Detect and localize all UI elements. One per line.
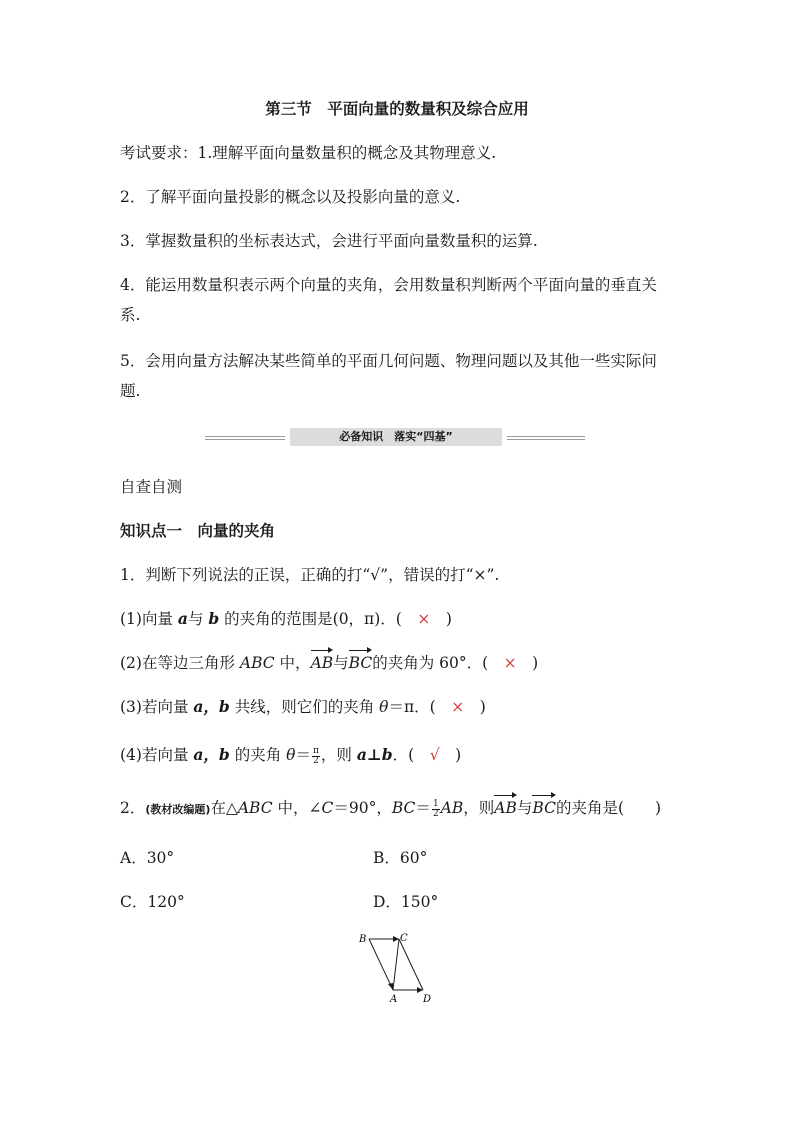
segment-ca: [393, 939, 399, 990]
arrowhead-a: [388, 983, 393, 990]
segment-cd: [399, 939, 423, 990]
vector-bc: BC: [532, 799, 556, 817]
angle-c: C: [321, 799, 334, 817]
question-1-item-2: [120, 653, 538, 673]
text: ): [464, 698, 486, 716]
question-2-stem: [120, 798, 661, 820]
text: ．(: [392, 746, 430, 764]
text: ＝: [295, 746, 311, 764]
banner-label: 必备知识 落实“四基”: [290, 428, 502, 446]
requirement-1: 考试要求：1.理解平面向量数量积的概念及其物理意义.: [120, 144, 497, 162]
option-b: B．60°: [373, 849, 428, 867]
text: 中，: [274, 654, 311, 672]
triangle-name: ABC: [239, 654, 275, 672]
denominator: 2: [432, 808, 439, 819]
section-banner: [205, 428, 585, 446]
question-number: 2．: [120, 799, 146, 817]
question-1-item-1: [120, 609, 452, 629]
text: 共线，则它们的夹角: [229, 698, 380, 716]
requirement-3: 3．掌握数量积的坐标表达式，会进行平面向量数量积的运算.: [120, 232, 538, 250]
vectors-ab: a，b: [193, 745, 230, 764]
side-bc: BC: [391, 799, 416, 817]
answer-mark: ×: [451, 698, 465, 716]
perpendicular-expression: a⊥b: [356, 745, 393, 764]
text: 在△: [210, 799, 238, 817]
label-d: D: [423, 994, 432, 1005]
text: 的夹角是( ): [555, 799, 662, 817]
theta: θ: [379, 698, 389, 716]
answer-mark: ×: [503, 654, 517, 672]
text: 中，∠: [272, 799, 322, 817]
answer-mark: ×: [417, 610, 431, 628]
vector-bc: BC: [348, 654, 373, 672]
fraction-pi-over-2: [312, 747, 320, 766]
text: ，则: [463, 799, 495, 817]
knowledge-point-heading: 知识点一 向量的夹角: [120, 522, 276, 540]
label-a: A: [390, 994, 398, 1005]
question-tag: (教材改编题): [145, 803, 211, 816]
text: ，则: [320, 746, 357, 764]
segment-ba: [369, 939, 393, 990]
text: 的夹角: [229, 746, 287, 764]
requirement-4-cont: 系.: [120, 306, 141, 324]
section-heading: 自查自测: [120, 478, 183, 496]
option-d: D．150°: [373, 893, 439, 911]
triangle-name: ABC: [237, 799, 273, 817]
text: (4)若向量: [120, 746, 194, 764]
text: (1)向量: [120, 610, 178, 628]
question-1-item-4: [120, 745, 461, 766]
banner-right-rule-2: [507, 439, 585, 440]
text: ): [430, 610, 452, 628]
arrowhead-c: [393, 936, 399, 942]
text: ＝π．(: [388, 698, 452, 716]
text: ＝90°，: [333, 799, 392, 817]
text: ＝: [415, 799, 431, 817]
vectors-ab: a，b: [193, 697, 230, 716]
vector-ab: AB: [494, 799, 517, 817]
requirement-5-cont: 题.: [120, 382, 141, 400]
text: 与: [333, 654, 349, 672]
option-a: A．30°: [120, 849, 175, 867]
side-ab: AB: [440, 799, 464, 817]
text: ): [516, 654, 539, 672]
question-1-stem: 1．判断下列说法的正误，正确的打“√”，错误的打“×”.: [120, 566, 500, 584]
text: 的夹角为 60°．(: [372, 654, 504, 672]
vector-b: b: [208, 609, 220, 628]
label-b: B: [359, 934, 367, 945]
denominator: 2: [313, 755, 319, 766]
page-title: 第三节 平面向量的数量积及综合应用: [265, 100, 529, 118]
text: ): [439, 746, 462, 764]
numerator: π: [313, 745, 319, 756]
label-c: C: [400, 933, 408, 944]
banner-left-rule: [205, 436, 285, 437]
text: 与: [516, 799, 533, 817]
text: 与: [187, 610, 209, 628]
vector-a: a: [177, 609, 188, 628]
banner-right-rule: [507, 436, 585, 437]
requirement-2: 2．了解平面向量投影的概念以及投影向量的意义.: [120, 188, 461, 206]
answer-mark: √: [429, 746, 440, 764]
text: (2)在等边三角形: [120, 654, 240, 672]
theta: θ: [286, 746, 296, 764]
requirement-5: 5．会用向量方法解决某些简单的平面几何问题、物理问题以及其他一些实际问: [120, 352, 657, 370]
requirement-4: 4．能运用数量积表示两个向量的夹角，会用数量积判断两个平面向量的垂直关: [120, 276, 657, 294]
text: (3)若向量: [120, 698, 194, 716]
option-c: C．120°: [120, 893, 185, 911]
question-1-item-3: [120, 697, 486, 717]
vector-ab: AB: [310, 654, 334, 672]
text: 的夹角的范围是(0，π)．(: [219, 610, 418, 628]
parallelogram-figure: [355, 930, 445, 1010]
banner-left-rule-2: [205, 439, 285, 440]
fraction-one-half: [432, 800, 440, 819]
numerator: 1: [432, 798, 439, 809]
